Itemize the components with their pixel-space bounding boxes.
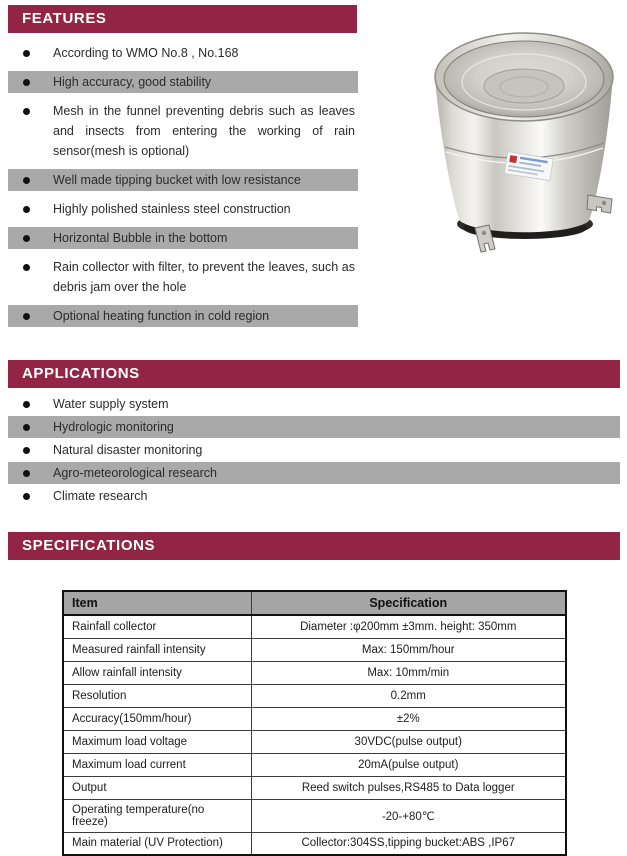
application-text: Climate research <box>53 489 148 503</box>
feature-text: Highly polished stainless steel construction <box>53 202 291 216</box>
column-header-item: Item <box>63 591 251 615</box>
spec-value-cell: Collector:304SS,tipping bucket:ABS ,IP67 <box>251 832 566 855</box>
spec-value-cell: 30VDC(pulse output) <box>251 730 566 753</box>
spec-item-cell: Measured rainfall intensity <box>63 638 251 661</box>
list-item <box>8 485 620 507</box>
table-row <box>63 661 566 684</box>
features-section-header: FEATURES <box>8 5 357 33</box>
list-item <box>8 227 358 249</box>
spec-value-cell: Max: 10mm/min <box>251 661 566 684</box>
feature-text: Rain collector with filter, to prevent the leaves, such as debris jam over the hole <box>53 260 355 294</box>
specifications-section-header: SPECIFICATIONS <box>8 532 620 560</box>
spec-value-cell: Max: 150mm/hour <box>251 638 566 661</box>
list-item <box>8 462 620 484</box>
spec-item-cell: Maximum load current <box>63 753 251 776</box>
list-item <box>8 71 358 93</box>
feature-text: Well made tipping bucket with low resistance <box>53 173 301 187</box>
column-header-specification: Specification <box>251 591 566 615</box>
specifications-table <box>62 590 567 856</box>
spec-item-cell: Maximum load voltage <box>63 730 251 753</box>
bullet-icon <box>23 235 30 242</box>
table-row <box>63 615 566 638</box>
list-item <box>8 393 620 415</box>
bullet-icon <box>23 401 30 408</box>
section-gap <box>0 508 627 532</box>
application-text: Agro-meteorological research <box>53 466 217 480</box>
spec-value-cell: Reed switch pulses,RS485 to Data logger <box>251 776 566 799</box>
feature-text: Horizontal Bubble in the bottom <box>53 231 228 245</box>
application-text: Water supply system <box>53 397 169 411</box>
applications-section-header: APPLICATIONS <box>8 360 620 388</box>
table-row <box>63 832 566 855</box>
bullet-icon <box>23 470 30 477</box>
spec-value-cell: 0.2mm <box>251 684 566 707</box>
feature-text: According to WMO No.8 , No.168 <box>53 46 239 60</box>
feature-text: Optional heating function in cold region <box>53 309 270 323</box>
table-row <box>63 776 566 799</box>
bullet-icon <box>23 493 30 500</box>
datasheet-page <box>0 5 627 850</box>
bullet-icon <box>23 50 30 57</box>
list-item <box>8 100 358 162</box>
spec-value-cell: Diameter :φ200mm ±3mm. height: 350mm <box>251 615 566 638</box>
list-item <box>8 198 358 220</box>
list-item <box>8 169 358 191</box>
applications-list <box>8 393 620 507</box>
spec-value-cell: ±2% <box>251 707 566 730</box>
list-item <box>8 42 358 64</box>
rain-gauge-illustration <box>428 25 620 255</box>
section-gap <box>0 334 627 360</box>
table-row <box>63 753 566 776</box>
list-item <box>8 439 620 461</box>
table-row <box>63 684 566 707</box>
application-text: Natural disaster monitoring <box>53 443 203 457</box>
spec-item-cell: Output <box>63 776 251 799</box>
spec-item-cell: Rainfall collector <box>63 615 251 638</box>
table-row <box>63 638 566 661</box>
spec-value-cell: -20-+80℃ <box>251 799 566 832</box>
rain-gauge-product-photo <box>428 25 620 255</box>
list-item <box>8 305 358 327</box>
spec-item-cell: Allow rainfall intensity <box>63 661 251 684</box>
list-item <box>8 416 620 438</box>
table-row <box>63 799 566 832</box>
bullet-icon <box>23 206 30 213</box>
features-list <box>8 42 358 327</box>
table-header-row <box>63 591 566 615</box>
bullet-icon <box>23 424 30 431</box>
table-row <box>63 730 566 753</box>
spec-item-cell: Main material (UV Protection) <box>63 832 251 855</box>
bullet-icon <box>23 447 30 454</box>
bullet-icon <box>23 108 30 115</box>
bullet-icon <box>23 177 30 184</box>
feature-text: High accuracy, good stability <box>53 75 212 89</box>
bullet-icon <box>23 79 30 86</box>
feature-text: Mesh in the funnel preventing debris such as leaves and insects from entering the working of rain sensor(mesh is optional) <box>53 104 355 158</box>
bullet-icon <box>23 264 30 271</box>
spec-value-cell: 20mA(pulse output) <box>251 753 566 776</box>
table-row <box>63 707 566 730</box>
spec-item-cell: Resolution <box>63 684 251 707</box>
list-item <box>8 256 358 298</box>
spec-item-cell: Accuracy(150mm/hour) <box>63 707 251 730</box>
spec-item-cell: Operating temperature(no freeze) <box>63 799 251 832</box>
application-text: Hydrologic monitoring <box>53 420 174 434</box>
bullet-icon <box>23 313 30 320</box>
